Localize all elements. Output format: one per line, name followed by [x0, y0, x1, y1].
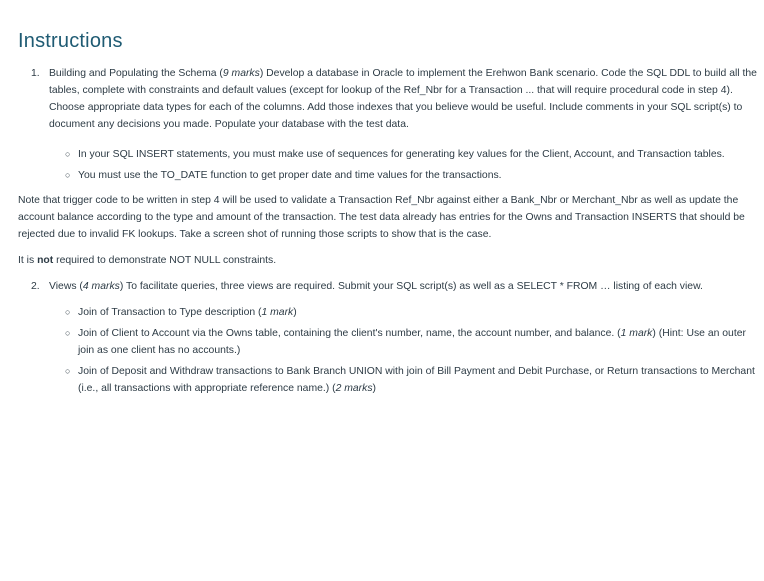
- bullet-icon: ○: [65, 170, 71, 180]
- marks-label: 4 marks: [82, 281, 120, 292]
- page-title: Instructions: [18, 30, 123, 52]
- bullet-icon: ○: [65, 328, 71, 338]
- bullet-icon: ○: [65, 307, 71, 317]
- trigger-note: Note that trigger code to be written in step 4 will be used to validate a Transaction Ref_Nbr against either a Bank_Nbr or Merchant_Nbr as well as update the account balance according to the type and amount of the transaction. The test data already has entries for the Owns and Transaction INSERTS that should be rejected due to invalid FK lookups. Take a screen shot of running those scripts to show that is the case.: [18, 195, 745, 240]
- instruction-item-1: [18, 65, 758, 133]
- item-1-body: Building and Populating the Schema (9 marks) Develop a database in Oracle to implement the Erehwon Bank scenario. Code the SQL DDL to build all the tables, complete with constraints and default values (except for lookup of the Ref_Nbr for a Transaction ... that will require procedural code in step 4). Choose appropriate data types for each of the columns. Add those indexes that you believe would be useful. Include comments in your SQL script(s) to document any decisions you made. Populate your database with the test data.: [49, 68, 757, 130]
- list-item: ○ Join of Client to Account via the Owns table, containing the client's number, name, the account number, and balance. (1 mark) (Hint: Use an outer join as one client has no accounts.): [78, 325, 758, 359]
- item-1-bullets: [18, 146, 758, 184]
- bullet-icon: ○: [65, 366, 71, 376]
- marks-label: 9 marks: [222, 68, 260, 79]
- list-item: ○ Join of Deposit and Withdraw transactions to Bank Branch UNION with join of Bill Payment and Debit Purchase, or Return transactions to Merchant (i.e., all transactions with appropriate reference name.) (2 marks): [78, 363, 758, 397]
- list-item: ○ Join of Transaction to Type description (1 mark): [78, 304, 758, 321]
- not-null-note: It is not required to demonstrate NOT NULL constraints.: [18, 255, 277, 266]
- list-item: ○ You must use the TO_DATE function to get proper date and time values for the transactions.: [78, 167, 758, 184]
- item-2-body: Views (4 marks) To facilitate queries, three views are required. Submit your SQL script(s) as well as a SELECT * FROM … listing of each view.: [49, 281, 703, 292]
- item-2-bullets: [18, 304, 758, 397]
- instruction-item-2: [18, 278, 758, 295]
- bullet-icon: ○: [65, 149, 71, 159]
- item-number: 2.: [31, 281, 40, 292]
- list-item: ○ In your SQL INSERT statements, you must make use of sequences for generating key values for the Client, Account, and Transaction tables.: [78, 146, 758, 163]
- item-number: 1.: [31, 68, 40, 79]
